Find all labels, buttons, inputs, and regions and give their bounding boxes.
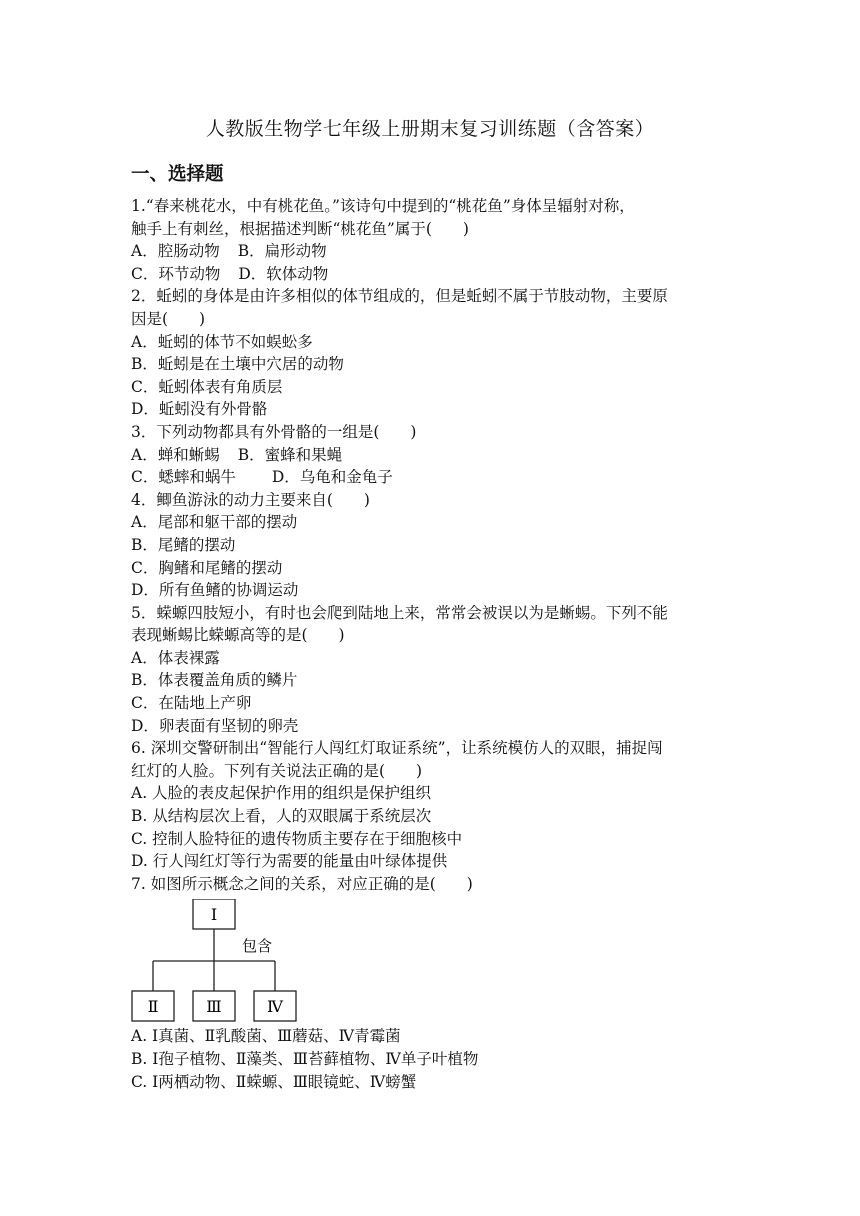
q5-stem-line2: 表现蜥蜴比蝾螈高等的是( ): [131, 626, 345, 645]
q3-stem: 3．下列动物都具有外骨骼的一组是( ): [131, 422, 417, 441]
q6-option-a: A. 人脸的表皮起保护作用的组织是保护组织: [131, 784, 432, 803]
concept-tree-svg: [131, 899, 331, 1025]
box-left-label: Ⅱ: [147, 997, 159, 1017]
q1-option-c: C．环节动物: [131, 264, 221, 283]
q3-options-cd: [131, 466, 731, 489]
q2-stem-line2: 因是( ): [131, 309, 206, 328]
q3-option-b: B．蜜蜂和果蝇: [237, 445, 343, 464]
q4-option-a: A．尾部和躯干部的摆动: [131, 513, 298, 532]
q7-option-c: C. Ⅰ两栖动物、Ⅱ蝾螈、Ⅲ眼镜蛇、Ⅳ螃蟹: [131, 1072, 417, 1091]
concept-diagram: [131, 895, 731, 1025]
box-right-label: Ⅳ: [267, 997, 283, 1017]
q6-option-c: C. 控制人脸特征的遗传物质主要存在于细胞核中: [131, 829, 463, 848]
q1-option-a: A．腔肠动物: [131, 242, 220, 261]
q6-stem-line2: 红灯的人脸。下列有关说法正确的是( ): [131, 761, 423, 780]
q5-option-d: D．卵表面有坚韧的卵壳: [131, 716, 299, 735]
question-list: [131, 195, 731, 1093]
q5-option-b: B．体表覆盖角质的鳞片: [131, 671, 298, 690]
q3-option-d: D．乌龟和金龟子: [271, 468, 393, 487]
q7-stem: 7. 如图所示概念之间的关系，对应正确的是( ): [131, 874, 473, 893]
q4-option-d: D．所有鱼鳍的协调运动: [131, 581, 299, 600]
q1-option-b: B．扁形动物: [237, 242, 327, 261]
q2-option-c: C．蚯蚓体表有角质层: [131, 377, 283, 396]
q2-option-b: B．蚯蚓是在土壤中穴居的动物: [131, 355, 344, 374]
q6-stem-line1: 6. 深圳交警研制出“智能行人闯红灯取证系统”，让系统模仿人的双眼，捕捉闯: [131, 739, 663, 758]
q3-options-ab: [131, 444, 731, 467]
q1-options-cd: [131, 263, 731, 286]
q5-stem-line1: 5．蝾螈四肢短小，有时也会爬到陆地上来，常常会被误以为是蜥蜴。下列不能: [131, 603, 668, 622]
q6-option-b: B. 从结构层次上看，人的双眼属于系统层次: [131, 807, 432, 826]
q2-option-d: D．蚯蚓没有外骨骼: [131, 400, 268, 419]
q3-option-c: C．蟋蟀和蜗牛: [131, 468, 236, 487]
q1-stem-line2: 触手上有刺丝，根据描述判断“桃花鱼”属于( ): [131, 219, 469, 238]
q2-stem-line1: 2．蚯蚓的身体是由许多相似的体节组成的，但是蚯蚓不属于节肢动物，主要原: [131, 287, 668, 306]
q3-option-a: A．蝉和蜥蜴: [131, 445, 220, 464]
q7-option-b: B. Ⅰ孢子植物、Ⅱ藻类、Ⅲ苔藓植物、Ⅳ单子叶植物: [131, 1050, 479, 1068]
q6-option-d: D. 行人闯红灯等行为需要的能量由叶绿体提供: [131, 852, 448, 871]
q4-option-c: C．胸鳍和尾鳍的摆动: [131, 558, 283, 577]
q1-option-d: D．软体动物: [238, 264, 329, 283]
box-top-label: Ⅰ: [210, 905, 218, 925]
q7-option-a: A. Ⅰ真菌、Ⅱ乳酸菌、Ⅲ蘑菇、Ⅳ青霉菌: [131, 1027, 401, 1046]
section-heading: 一、选择题: [131, 164, 224, 185]
q5-option-c: C．在陆地上产卵: [131, 694, 252, 713]
q2-option-a: A．蚯蚓的体节不如蜈蚣多: [131, 332, 313, 351]
q4-stem: 4．鲫鱼游泳的动力主要来自( ): [131, 490, 370, 509]
q4-option-b: B．尾鳍的摆动: [131, 535, 236, 554]
q5-option-a: A．体表裸露: [131, 648, 220, 667]
q1-stem-line1: 1.“春来桃花水，中有桃花鱼。”该诗句中提到的“桃花鱼”身体呈辐射对称，: [131, 197, 635, 215]
box-middle-label: Ⅲ: [206, 997, 222, 1017]
document-title: 人教版生物学七年级上册期末复习训练题（含答案）: [205, 118, 655, 140]
q1-options-ab: [131, 240, 731, 263]
relation-label: 包含: [241, 937, 273, 956]
